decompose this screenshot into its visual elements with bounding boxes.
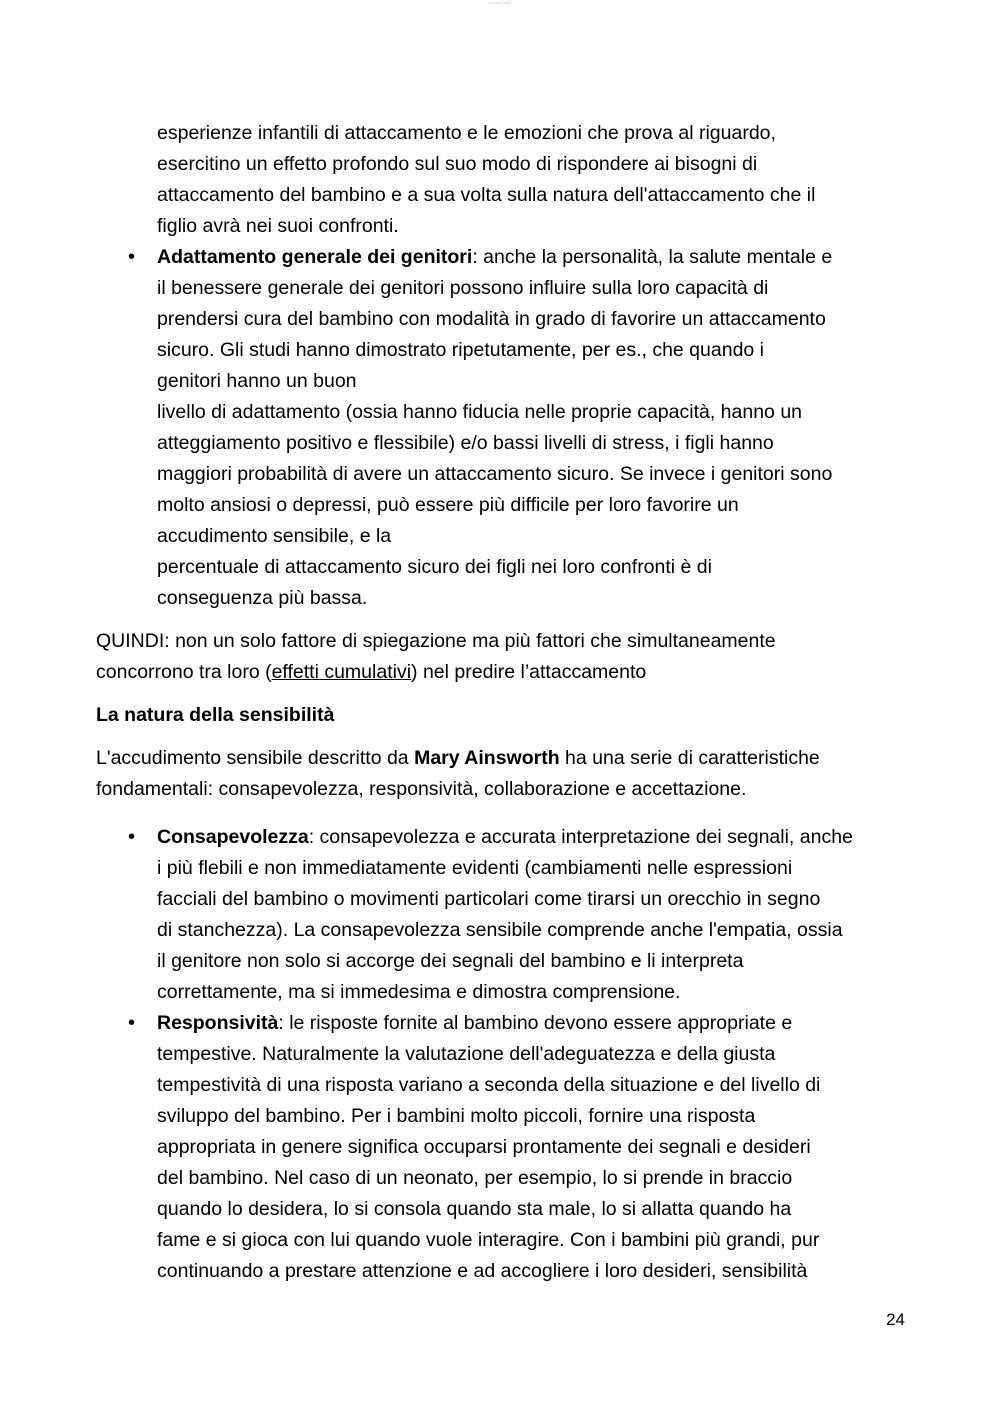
text-line: esercitino un effetto profondo sul suo modo di rispondere ai bisogni di <box>157 153 758 175</box>
text-line: molto ansiosi o depressi, può essere più difficile per loro favorire un <box>157 494 739 516</box>
paragraph-intro <box>96 743 911 805</box>
text-span: : le risposte fornite al bambino devono essere appropriate e <box>278 1012 793 1034</box>
text-span: L'accudimento sensibile descritto da <box>96 747 415 769</box>
text-line: sicuro. Gli studi hanno dimostrato ripetutamente, per es., che quando i <box>157 339 765 361</box>
text-line: del bambino. Nel caso di un neonato, per esempio, lo si prende in braccio <box>157 1167 793 1189</box>
text-line: di stanchezza). La consapevolezza sensibile comprende anche l'empatia, ossia <box>157 919 843 941</box>
term-bold: Responsività <box>157 1012 279 1034</box>
text-line: conseguenza più bassa. <box>157 587 368 609</box>
text-line: appropriata in genere significa occuparsi prontamente dei segnali e desideri <box>157 1136 811 1158</box>
text-line: livello di adattamento (ossia hanno fiducia nelle proprie capacità, hanno un <box>157 401 803 423</box>
text-line: tempestività di una risposta variano a seconda della situazione e del livello di <box>157 1074 821 1096</box>
text-line: fondamentali: consapevolezza, responsività, collaborazione e accettazione. <box>96 778 747 800</box>
text-line: figlio avrà nei suoi confronti. <box>157 215 399 237</box>
document-body <box>96 118 911 1287</box>
text-line: continuando a prestare attenzione e ad accogliere i loro desideri, sensibilità <box>157 1260 808 1282</box>
text-line <box>96 743 911 774</box>
text-line: percentuale di attaccamento sicuro dei figli nei loro confronti è di <box>157 556 712 578</box>
text-line: fame e si gioca con lui quando vuole interagire. Con i bambini più grandi, pur <box>157 1229 820 1251</box>
text-span: ha una serie di caratteristiche <box>559 747 820 769</box>
text-span: : consapevolezza e accurata interpretazione dei segnali, anche <box>308 826 853 848</box>
text-line <box>157 1008 911 1039</box>
text-line: i più flebili e non immediatamente evidenti (cambiamenti nelle espressioni <box>157 857 793 879</box>
text-span: concorrono tra loro ( <box>96 661 272 683</box>
bullet-icon: • <box>128 246 136 268</box>
text-line: prendersi cura del bambino con modalità in grado di favorire un attaccamento <box>157 308 826 330</box>
underlined-term: effetti cumulativi <box>271 661 412 683</box>
term-bold: Consapevolezza <box>157 826 309 848</box>
text-line <box>96 657 911 688</box>
bullet-icon: • <box>128 1012 136 1034</box>
text-line: sviluppo del bambino. Per i bambini molto piccoli, fornire una risposta <box>157 1105 756 1127</box>
text-line: atteggiamento positivo e flessibile) e/o bassi livelli di stress, i figli hanno <box>157 432 774 454</box>
text-line: il benessere generale dei genitori possono influire sulla loro capacità di <box>157 277 769 299</box>
term-bold: Adattamento generale dei genitori <box>157 246 473 268</box>
text-span: ) nel predire l’attaccamento <box>411 661 647 683</box>
text-line: attaccamento del bambino e a sua volta sulla natura dell'attaccamento che il <box>157 184 816 206</box>
text-line: genitori hanno un buon <box>157 370 357 392</box>
text-line: QUINDI: non un solo fattore di spiegazione ma più fattori che simultaneamente <box>96 630 776 652</box>
text-line: quando lo desidera, lo si consola quando sta male, lo si allatta quando ha <box>157 1198 792 1220</box>
continued-list-item <box>96 118 911 242</box>
bullet-icon: • <box>128 826 136 848</box>
text-line: facciali del bambino o movimenti particolari come tirarsi un orecchio in segno <box>157 888 821 910</box>
text-line: accudimento sensibile, e la <box>157 525 392 547</box>
text-line: esperienze infantili di attaccamento e le emozioni che prova al riguardo, <box>157 122 776 144</box>
list-item-adattamento <box>96 242 911 614</box>
header-watermark: Lezioni Inefi <box>489 0 511 5</box>
list-item-responsivita <box>96 1008 911 1287</box>
author-name: Mary Ainsworth <box>414 747 560 769</box>
text-span: : anche la personalità, la salute mentale e <box>472 246 833 268</box>
text-line: il genitore non solo si accorge dei segnali del bambino e li interpreta <box>157 950 744 972</box>
text-line <box>157 242 911 273</box>
section-heading: La natura della sensibilità <box>96 704 335 726</box>
text-line <box>157 822 911 853</box>
page-number: 24 <box>886 1310 905 1329</box>
text-line: correttamente, ma si immedesima e dimostra comprensione. <box>157 981 681 1003</box>
text-line: maggiori probabilità di avere un attaccamento sicuro. Se invece i genitori sono <box>157 463 833 485</box>
text-line: tempestive. Naturalmente la valutazione dell'adeguatezza e della giusta <box>157 1043 776 1065</box>
list-item-consapevolezza <box>96 822 911 1008</box>
paragraph-quindi <box>96 626 911 688</box>
